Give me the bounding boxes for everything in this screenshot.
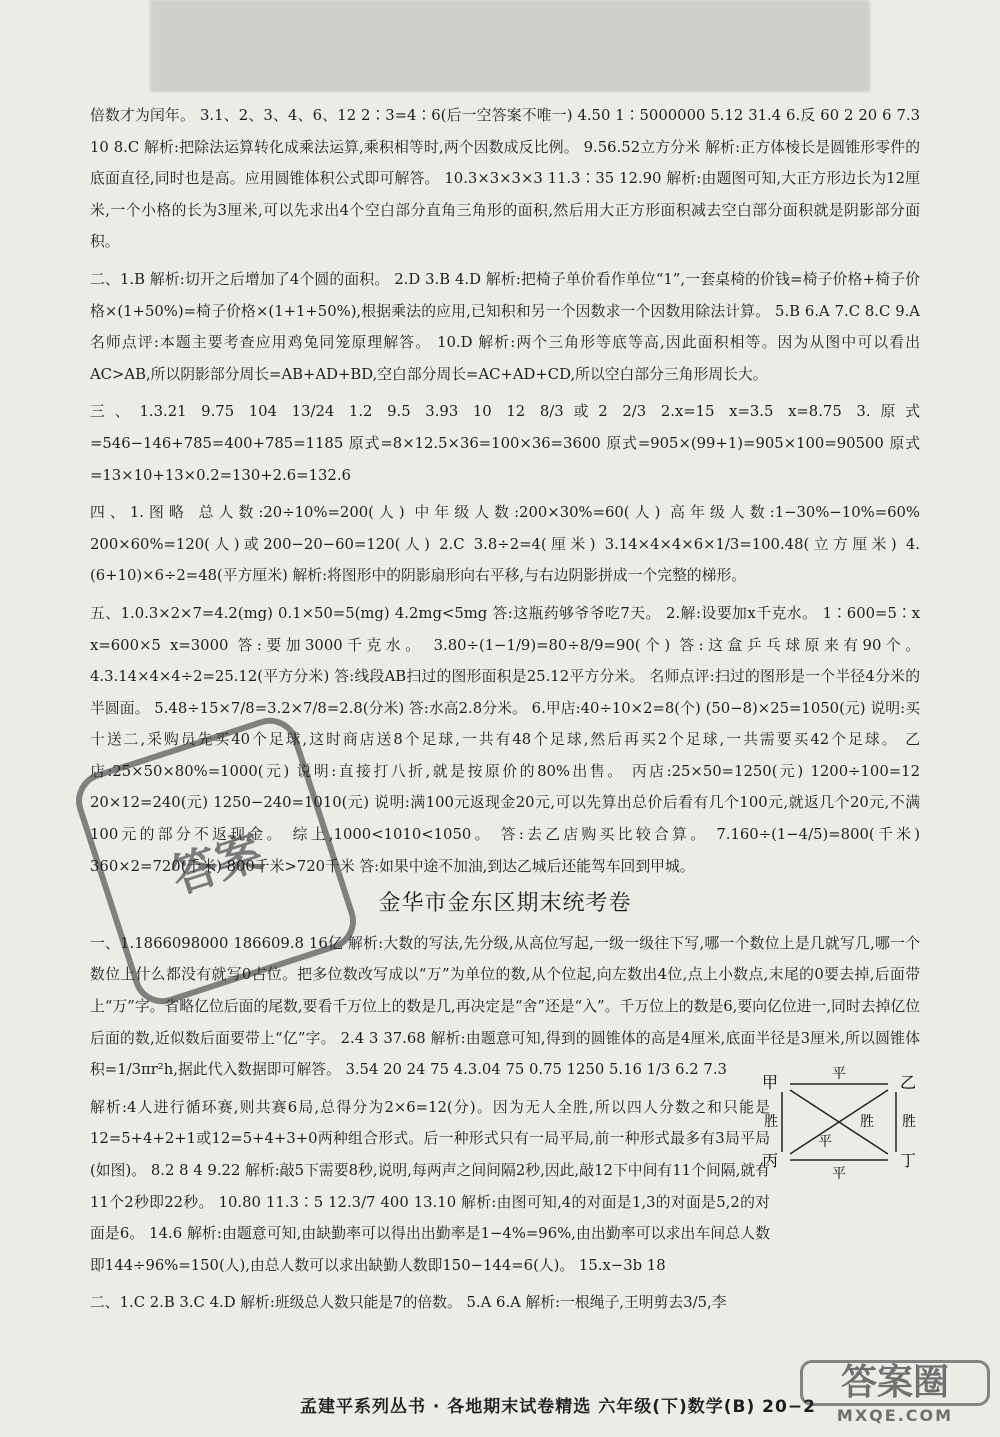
watermark-url: MXQE.COM [836, 1406, 954, 1425]
section-title: 金华市金东区期末统考卷 [378, 891, 632, 917]
paragraph-3: 三、1.3.21 9.75 104 13/24 1.2 9.5 3.93 10 12 8/3或2 2/3 2.x=15 x=3.5 x=8.75 3.原式=546−146+785=400+785=1185 原式=8×12.5×36=100×36=3600 原式=905×(99+1)=905×100=90500 原式=13×10+13×0.2=130+2.6=132.6 [90, 403, 920, 484]
paragraph-1: 倍数才为闰年。 3.1、2、3、4、6、12 2∶3=4∶6(后一空答案不唯一) 4.50 1∶5000000 5.12 31.4 6.反 60 2 20 6 7.3 10 8.C 解析:把除法运算转化成乘法运算,乘积相等时,两个因数成反比例。 9.56.52立方分米 解析:正方体棱长是圆锥形零件的底面直径,同时也是高。应用圆锥体积公式即可解答。 10.3×3×3×3 11.3∶35 12.90 解析:由题图可知,大正方形边长为12厘米,一个小格的长为3厘米,可以先求出4个空白部分直角三角形的面积,然后用大正方形面积减去空白部分面积就是阴影部分面积。 [90, 107, 920, 251]
paragraph-2: 二、1.B 解析:切开之后增加了4个圆的面积。 2.D 3.B 4.D 解析:把椅子单价看作单位“1”,一套桌椅的价钱=椅子价格+椅子价格×(1+50%)=椅子价格×(1+1+50%),根据乘法的应用,已知积和另一个因数求一个因数用除法计算。 5.B 6.A 7.C 8.C 9.A 名师点评:本题主要考查应用鸡兔同笼原理解答。 10.D 解析:两个三角形等底等高,因此面积相等。因为从图中可以看出AC>AB,所以阴影部分周长=AB+AD+BD,空白部分周长=AC+AD+CD,所以空白部分三角形周长大。 [90, 270, 920, 383]
edge-label-bottom: 平 [832, 1166, 846, 1182]
node-bing: 丙 [762, 1151, 779, 1170]
edge-label-top: 平 [832, 1066, 846, 1082]
tournament-diagram [760, 1062, 920, 1182]
header-banner [150, 0, 870, 92]
paragraph-8: 二、1.C 2.B 3.C 4.D 解析:班级总人数只能是7的倍数。 5.A 6.A 解析:一根绳子,王明剪去3/5,李 [90, 1294, 727, 1312]
node-jia: 甲 [762, 1073, 779, 1092]
stamp-watermark: 答案 [68, 710, 363, 1012]
page-footer: 孟建平系列丛书 · 各地期末试卷精选 六年级(下)数学(B) 20−2 [300, 1397, 816, 1417]
watermark-logo-text: 答案圈 [800, 1360, 990, 1406]
edge-label-mid: 胜 [860, 1114, 874, 1130]
paragraph-5: 五、1.0.3×2×7=4.2(mg) 0.1×50=5(mg) 4.2mg<5mg 答:这瓶药够爷爷吃7天。 2.解:设要加x千克水。 1∶600=5∶x x=600×5 x=3000 答:要加3000千克水。 3.80÷(1−1/9)=80÷8/9=90(个) 答:这盒乒乓球原来有90个。 4.3.14×4×4÷2=25.12(平方分米) 答:线段AB扫过的图形面积是25.12平方分米。 名师点评:扫过的图形是一个半径4分米的半圆面。 5.48÷15×7/8=3.2×7/8=2.8(分米) 答:水高2.8分米。 6.甲店:40÷10×2=8(个) (50−8)×25=1050(元) 说明:买十送二,采购员先买40个足球,这时商店送8个足球,一共有48个足球,然后再买2个足球,一共需要买42个足球。 乙店:25×50×80%=1000(元) 说明:直接打八折,就是按原价的80%出售。 丙店:25×50=1250(元) 1200÷100=12 20×12=240(元) 1250−240=1010(元) 说明:满100元返现金20元,可以先算出总价后看有几个100元,就返几个20元,不满100元的部分不返现金。 综上,1000<1010<1050。 答:去乙店购买比较合算。 7.160÷(1−4/5)=800(千米) 360×2=720(千米) 800千米>720千米 答:如果中途不加油,到达乙城后还能驾车回到甲城。 [90, 604, 920, 875]
corner-watermark [800, 1360, 990, 1432]
node-ding: 丁 [900, 1151, 917, 1170]
paragraph-4: 四、1.图略 总人数:20÷10%=200(人) 中年级人数:200×30%=60(人) 高年级人数:1−30%−10%=60% 200×60%=120(人)或200−20−60=120(人) 2.C 3.8÷2=4(厘米) 3.14×4×4×6×1/3=100.48(立方厘米) 4.(6+10)×6÷2=48(平方厘米) 解析:将图形中的阴影扇形向右平移,与右边阴影拼成一个完整的梯形。 [90, 504, 920, 585]
edge-label-right: 胜 [902, 1114, 916, 1130]
paragraph-7: 解析:4人进行循环赛,则共赛6局,总得分为2×6=12(分)。因为无人全胜,所以四人分数之和只能是12=5+4+2+1或12=5+4+3+0两种组合形式。后一种形式只有一局平局,前一种形式最多有3局平局(如图)。 8.2 8 4 9.22 解析:敲5下需要8秒,说明,每两声之间间隔2秒,因此,敲12下中间有11个间隔,就有11个2秒即22秒。 10.80 11.3∶5 12.3/7 400 13.10 解析:由图可知,4的对面是1,3的对面是5,2的对面是6。 14.6 解析:由题意可知,由缺勤率可以得出出勤率是1−4%=96%,由出勤率可以求出车间总人数即144÷96%=150(人),由总人数可以求出缺勤人数即150−144=6(人)。 15.x−3b 18 [90, 1098, 770, 1274]
edge-label-left: 胜 [764, 1114, 778, 1130]
edge-label-inner: 平 [818, 1134, 832, 1150]
node-yi: 乙 [900, 1073, 917, 1092]
paragraph-6: 一、1.1866098000 186609.8 16亿 解析:大数的写法,先分级,从高位写起,一级一级往下写,哪一个数位上是几就写几,哪一个数位上什么都没有就写0占位。把多位数改写成以“万”为单位的数,从个位起,向左数出4位,点上小数点,末尾的0要去掉,后面带上“万”字。省略亿位后面的尾数,要看千万位上的数是几,再决定是“舍”还是“入”。千万位上的数是6,要向亿位进一,同时去掉亿位后面的数,近似数后面要带上“亿”字。 2.4 3 37.68 解析:由题意可知,得到的圆锥体的高是4厘米,底面半径是3厘米,所以圆锥体积=1/3πr²h,据此代入数据即可解答。 3.54 20 24 75 4.3.04 75 0.75 1250 5.16 1/3 6.2 7.3 [90, 934, 920, 1079]
